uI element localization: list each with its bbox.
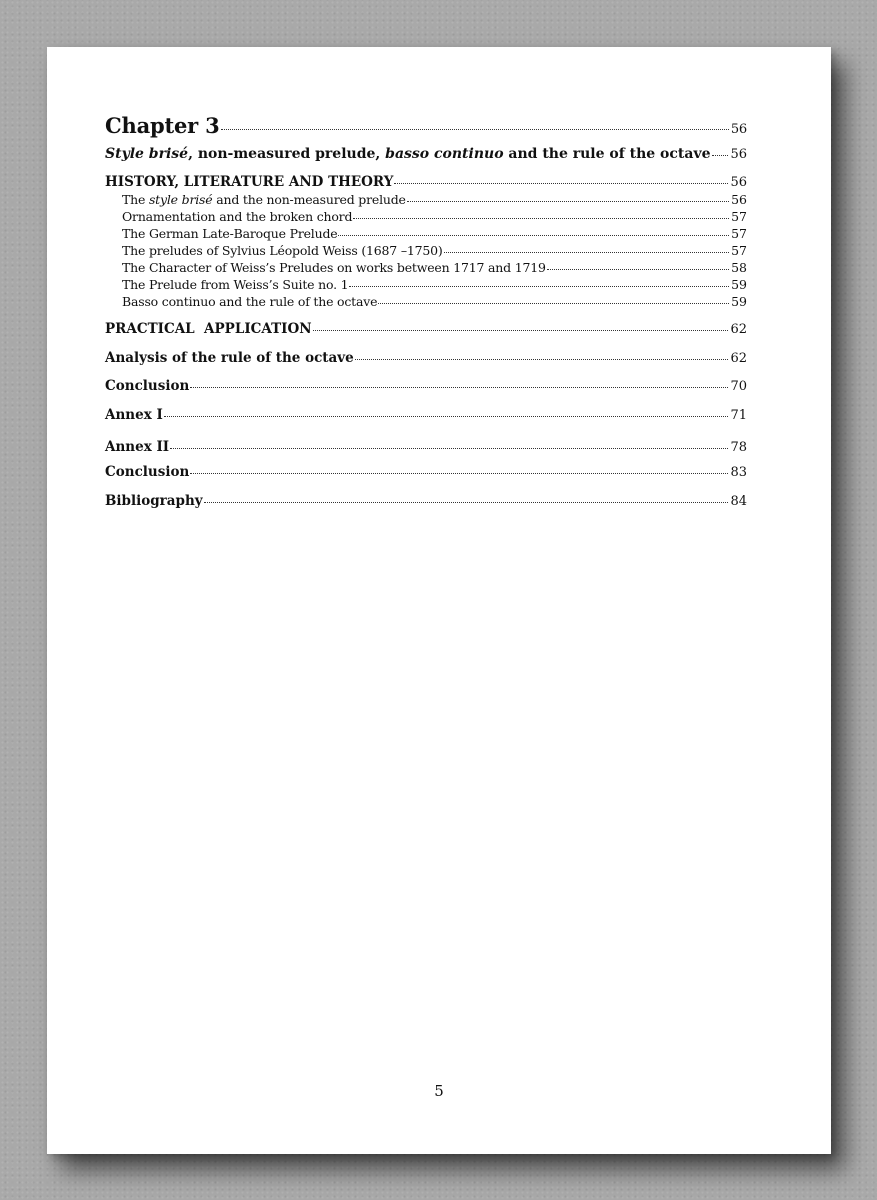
dot-leader	[164, 415, 729, 417]
toc-entry-conclusion[interactable]	[105, 378, 747, 394]
dot-leader	[547, 268, 729, 270]
dot-leader	[444, 251, 730, 253]
toc-page-number: 59	[731, 277, 747, 292]
toc-entry-title: Bibliography	[105, 493, 203, 509]
toc-subentry[interactable]	[105, 209, 747, 224]
toc-entry-annex-2[interactable]	[105, 439, 747, 455]
toc-title-text: , non-measured prelude,	[188, 146, 386, 162]
toc-entry-title: Annex II	[105, 439, 170, 455]
toc-page-number: 56	[731, 192, 747, 207]
toc-entry-title: Conclusion	[105, 378, 190, 394]
page-number: 5	[434, 1082, 444, 1100]
toc-entry-bibliography[interactable]	[105, 493, 747, 509]
toc-page-number: 57	[731, 243, 747, 258]
toc-title-italic: Style brisé	[105, 146, 189, 162]
toc-entry-title: HISTORY, LITERATURE AND THEORY	[105, 174, 394, 190]
dot-leader	[378, 302, 729, 304]
dot-leader	[170, 447, 728, 449]
toc-entry-title	[105, 146, 711, 162]
toc-entry-title: Ornamentation and the broken chord	[122, 209, 353, 224]
toc-page-number: 62	[730, 322, 747, 337]
toc-title-text: The	[122, 192, 149, 207]
dot-leader	[190, 386, 728, 388]
toc-title-text: and the rule of the octave	[503, 146, 711, 162]
toc-subentry[interactable]	[105, 226, 747, 241]
dot-leader	[204, 501, 729, 503]
dot-leader	[190, 472, 728, 474]
toc-page-number: 58	[731, 260, 747, 275]
toc-page-number: 56	[730, 175, 747, 190]
toc-entry-title: Conclusion	[105, 464, 190, 480]
toc-entry-title: The preludes of Sylvius Léopold Weiss (1687 –1750)	[122, 243, 443, 258]
toc-title-italic: style brisé	[148, 192, 213, 207]
toc-entry-conclusion[interactable]	[105, 464, 747, 480]
toc-page-number: 62	[730, 351, 747, 366]
dot-leader	[313, 329, 729, 331]
toc-page-number: 83	[730, 465, 747, 480]
dot-leader	[355, 358, 729, 360]
toc-entry-title: Annex I	[105, 407, 163, 423]
toc-page-number: 84	[730, 494, 747, 509]
toc-page-number: 56	[730, 147, 747, 162]
toc-entry-title: The German Late-Baroque Prelude	[122, 226, 338, 241]
toc-entry-annex-1[interactable]	[105, 407, 747, 423]
toc-entry-practical[interactable]	[105, 321, 747, 337]
toc-entry-part-title[interactable]	[105, 146, 747, 162]
toc-subentry[interactable]	[105, 294, 747, 309]
toc-title-italic: basso continuo	[385, 146, 504, 162]
toc-page-number: 57	[731, 209, 747, 224]
toc-page-number: 56	[730, 122, 747, 137]
toc-entry-chapter[interactable]	[105, 113, 747, 138]
toc-page-number: 70	[730, 379, 747, 394]
toc-entry-analysis[interactable]	[105, 350, 747, 366]
document-page	[47, 47, 831, 1154]
toc-entry-title	[122, 192, 406, 207]
toc-page-number: 71	[730, 408, 747, 423]
toc-subentry[interactable]	[105, 260, 747, 275]
dot-leader	[338, 234, 729, 236]
toc-entry-title: The Character of Weiss’s Preludes on works between 1717 and 1719	[122, 260, 546, 275]
dot-leader	[712, 154, 729, 156]
toc-entry-title: PRACTICAL APPLICATION	[105, 321, 312, 337]
toc-subentry[interactable]	[105, 192, 747, 207]
toc-subentry[interactable]	[105, 243, 747, 258]
toc-title-text: and the non-measured prelude	[212, 192, 406, 207]
toc-subentry[interactable]	[105, 277, 747, 292]
dot-leader	[221, 128, 729, 130]
toc-page-number: 59	[731, 294, 747, 309]
dot-leader	[353, 217, 729, 219]
toc-entry-title: Chapter 3	[105, 113, 220, 138]
toc-entry-history[interactable]	[105, 174, 747, 190]
toc-entry-title: Analysis of the rule of the octave	[105, 350, 354, 366]
dot-leader	[349, 285, 729, 287]
toc-page-number: 57	[731, 226, 747, 241]
dot-leader	[394, 182, 728, 184]
toc-page-number: 78	[730, 440, 747, 455]
dot-leader	[407, 200, 729, 202]
toc-entry-title: Basso continuo and the rule of the octave	[122, 294, 378, 309]
toc-entry-title: The Prelude from Weiss’s Suite no. 1	[122, 277, 349, 292]
